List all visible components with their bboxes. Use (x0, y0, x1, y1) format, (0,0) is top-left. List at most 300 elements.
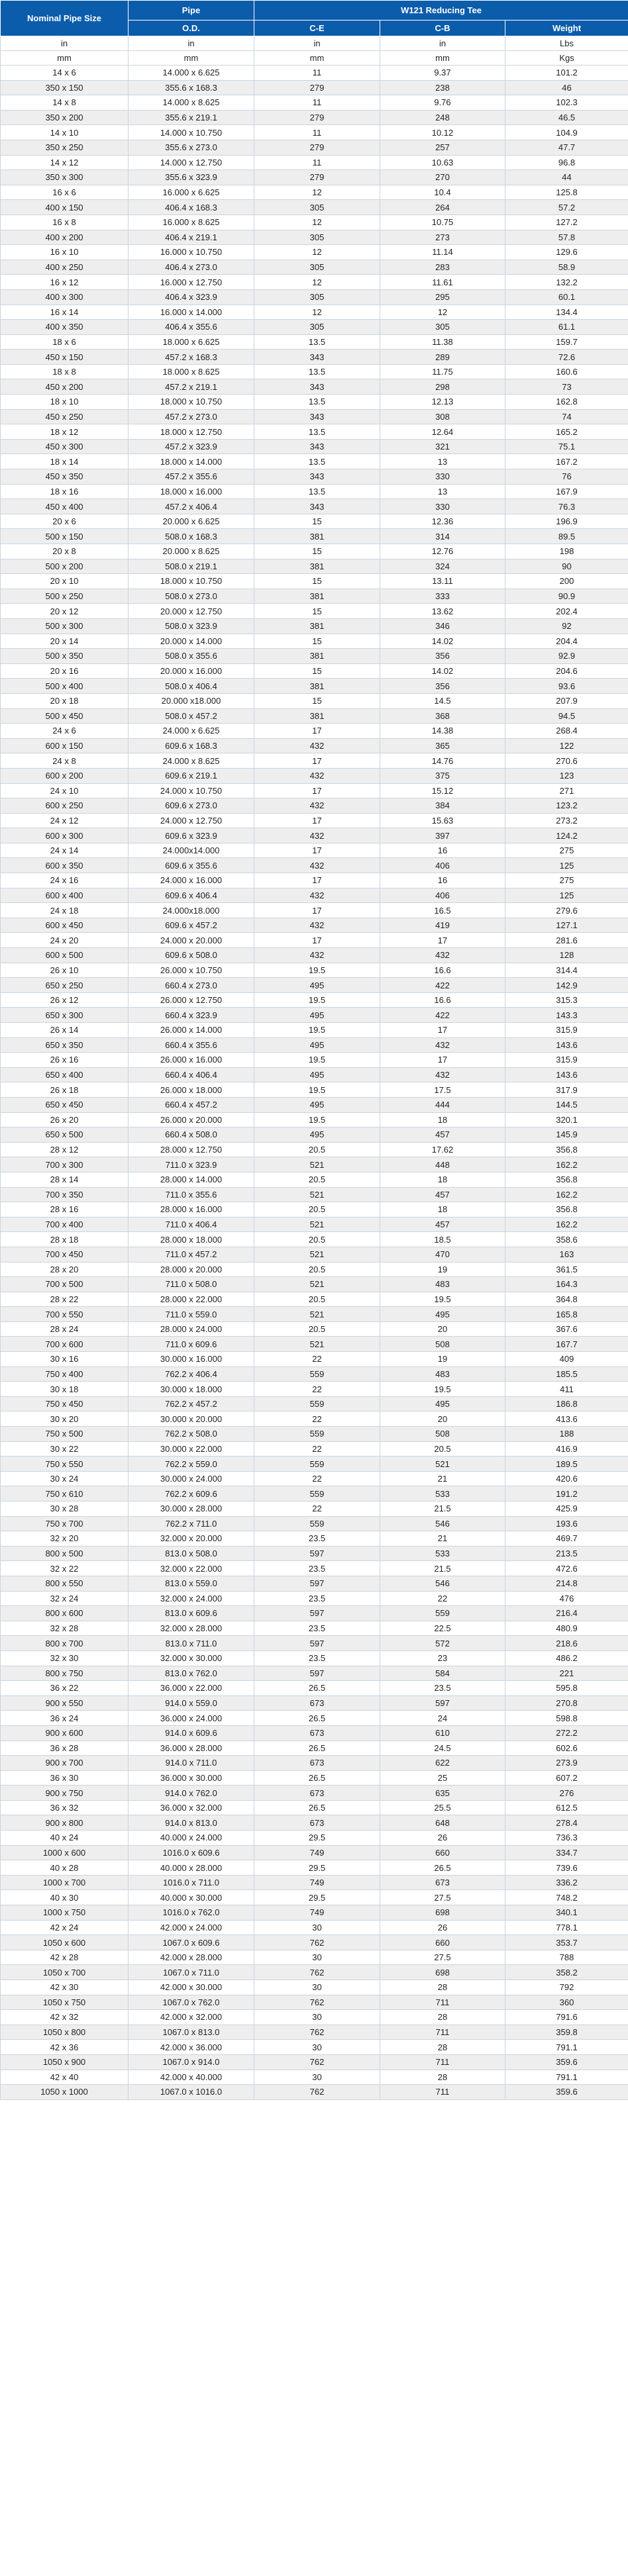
cell-nominal-size: 26 x 16 (1, 1053, 129, 1068)
cell-cb: 17 (380, 933, 505, 948)
cell-pipe-od: 406.4 x 273.0 (129, 260, 254, 275)
cell-cb: 13 (380, 484, 505, 499)
cell-weight: 320.1 (505, 1112, 628, 1127)
cell-nominal-size: 20 x 10 (1, 574, 129, 589)
cell-weight: 145.9 (505, 1127, 628, 1143)
cell-weight: 409 (505, 1352, 628, 1367)
table-row (1, 1217, 628, 1232)
table-row (1, 933, 628, 948)
cell-cb: 23.5 (380, 1681, 505, 1696)
table-row (1, 334, 628, 350)
cell-weight: 221 (505, 1666, 628, 1681)
table-row (1, 1307, 628, 1322)
cell-weight: 123 (505, 768, 628, 783)
cell-nominal-size: 40 x 30 (1, 1890, 129, 1905)
cell-ce: 673 (254, 1756, 380, 1771)
cell-nominal-size: 36 x 28 (1, 1741, 129, 1756)
cell-pipe-od: 40.000 x 24.000 (129, 1831, 254, 1846)
cell-pipe-od: 914.0 x 813.0 (129, 1815, 254, 1831)
cell-ce: 19.5 (254, 1053, 380, 1068)
cell-cb: 26 (380, 1920, 505, 1935)
cell-weight: 278.4 (505, 1815, 628, 1831)
table-row (1, 978, 628, 993)
cell-weight: 47.7 (505, 140, 628, 155)
cell-cb: 308 (380, 409, 505, 424)
cell-weight: 598.8 (505, 1711, 628, 1726)
cell-nominal-size: 14 x 12 (1, 155, 129, 170)
cell-cb: 495 (380, 1307, 505, 1322)
cell-weight: 353.7 (505, 1935, 628, 1950)
cell-nominal-size: 500 x 250 (1, 589, 129, 604)
table-row (1, 1471, 628, 1486)
cell-ce: 343 (254, 379, 380, 395)
table-row (1, 1352, 628, 1367)
cell-cb: 448 (380, 1157, 505, 1172)
cell-pipe-od: 20.000 x 12.750 (129, 604, 254, 619)
cell-cb: 397 (380, 828, 505, 843)
cell-pipe-od: 36.000 x 28.000 (129, 1741, 254, 1756)
cell-cb: 432 (380, 1037, 505, 1053)
cell-pipe-od: 14.000 x 12.750 (129, 155, 254, 170)
cell-cb: 533 (380, 1546, 505, 1561)
table-row (1, 1411, 628, 1427)
cell-cb: 470 (380, 1247, 505, 1262)
cell-ce: 279 (254, 110, 380, 125)
cell-cb: 19 (380, 1262, 505, 1277)
cell-weight: 196.9 (505, 514, 628, 529)
cell-weight: 128 (505, 948, 628, 963)
cell-weight: 270.8 (505, 1695, 628, 1711)
cell-ce: 762 (254, 1935, 380, 1950)
table-row (1, 1337, 628, 1352)
cell-cb: 273 (380, 230, 505, 245)
cell-nominal-size: 24 x 16 (1, 873, 129, 888)
cell-weight: 167.9 (505, 484, 628, 499)
cell-weight: 336.2 (505, 1875, 628, 1890)
cell-nominal-size: 14 x 8 (1, 95, 129, 111)
table-row (1, 843, 628, 858)
cell-ce: 521 (254, 1277, 380, 1292)
cell-ce: 22 (254, 1352, 380, 1367)
cell-pipe-od: 457.2 x 406.4 (129, 499, 254, 514)
table-row (1, 574, 628, 589)
cell-cb: 10.75 (380, 215, 505, 230)
cell-pipe-od: 508.0 x 323.9 (129, 618, 254, 634)
table-row (1, 1800, 628, 1815)
cell-weight: 271 (505, 783, 628, 798)
cell-nominal-size: 42 x 40 (1, 2070, 129, 2085)
cell-nominal-size: 26 x 20 (1, 1112, 129, 1127)
cell-nominal-size: 16 x 14 (1, 305, 129, 320)
cell-nominal-size: 36 x 22 (1, 1681, 129, 1696)
cell-ce: 29.5 (254, 1831, 380, 1846)
cell-nominal-size: 30 x 18 (1, 1382, 129, 1397)
cell-cb: 533 (380, 1486, 505, 1502)
cell-cb: 559 (380, 1606, 505, 1621)
cell-ce: 305 (254, 320, 380, 335)
cell-weight: 144.5 (505, 1097, 628, 1112)
cell-weight: 778.1 (505, 1920, 628, 1935)
cell-pipe-od: 660.4 x 355.6 (129, 1037, 254, 1053)
cell-ce: 19.5 (254, 1112, 380, 1127)
cell-weight: 359.6 (505, 2054, 628, 2070)
cell-ce: 13.5 (254, 484, 380, 499)
cell-ce: 15 (254, 544, 380, 559)
cell-pipe-od: 42.000 x 24.000 (129, 1920, 254, 1935)
cell-pipe-od: 40.000 x 30.000 (129, 1890, 254, 1905)
cell-nominal-size: 800 x 600 (1, 1606, 129, 1621)
cell-ce: 381 (254, 679, 380, 694)
cell-ce: 495 (254, 1008, 380, 1023)
cell-pipe-od: 457.2 x 168.3 (129, 350, 254, 365)
cell-nominal-size: 20 x 8 (1, 544, 129, 559)
table-row (1, 140, 628, 155)
table-row (1, 1831, 628, 1846)
table-row (1, 1666, 628, 1681)
cell-nominal-size: 30 x 22 (1, 1441, 129, 1456)
cell-weight: 602.6 (505, 1741, 628, 1756)
cell-weight: 143.3 (505, 1008, 628, 1023)
cell-weight: 162.2 (505, 1217, 628, 1232)
cell-pipe-od: 24.000 x 16.000 (129, 873, 254, 888)
table-row (1, 200, 628, 215)
cell-ce: 11 (254, 125, 380, 140)
cell-cb: 444 (380, 1097, 505, 1112)
header-row-main (1, 1, 628, 21)
cell-weight: 469.7 (505, 1531, 628, 1547)
cell-pipe-od: 914.0 x 711.0 (129, 1756, 254, 1771)
cell-nominal-size: 500 x 350 (1, 649, 129, 664)
cell-ce: 559 (254, 1486, 380, 1502)
cell-ce: 15 (254, 634, 380, 649)
cell-nominal-size: 42 x 28 (1, 1950, 129, 1965)
cell-weight: 367.6 (505, 1321, 628, 1337)
cell-nominal-size: 900 x 800 (1, 1815, 129, 1831)
cell-cb: 283 (380, 260, 505, 275)
cell-weight: 218.6 (505, 1636, 628, 1651)
cell-pipe-od: 20.000 x 6.625 (129, 514, 254, 529)
cell-cb: 16 (380, 843, 505, 858)
cell-weight: 46.5 (505, 110, 628, 125)
table-row (1, 544, 628, 559)
cell-weight: 57.2 (505, 200, 628, 215)
table-row (1, 858, 628, 873)
cell-cb: 298 (380, 379, 505, 395)
cell-ce: 22 (254, 1382, 380, 1397)
cell-cb: 16.6 (380, 963, 505, 978)
cell-pipe-od: 16.000 x 12.750 (129, 275, 254, 290)
cell-cb: 18 (380, 1202, 505, 1217)
cell-ce: 279 (254, 80, 380, 95)
table-row (1, 1321, 628, 1337)
cell-weight: 46 (505, 80, 628, 95)
cell-ce: 279 (254, 170, 380, 185)
data-section (1, 66, 628, 2100)
cell-cb: 330 (380, 469, 505, 485)
cell-pipe-od: 26.000 x 16.000 (129, 1053, 254, 1068)
cell-cb: 17 (380, 1053, 505, 1068)
cell-pipe-od: 28.000 x 14.000 (129, 1172, 254, 1187)
cell-ce: 22 (254, 1411, 380, 1427)
cell-nominal-size: 16 x 12 (1, 275, 129, 290)
cell-cb: 19.5 (380, 1382, 505, 1397)
cell-pipe-od: 32.000 x 28.000 (129, 1621, 254, 1636)
cell-nominal-size: 32 x 30 (1, 1650, 129, 1666)
cell-pipe-od: 24.000 x 12.750 (129, 813, 254, 828)
table-row (1, 992, 628, 1008)
cell-cb: 17.62 (380, 1142, 505, 1157)
cell-weight: 58.9 (505, 260, 628, 275)
cell-nominal-size: 32 x 28 (1, 1621, 129, 1636)
cell-weight: 420.6 (505, 1471, 628, 1486)
cell-weight: 96.8 (505, 155, 628, 170)
cell-pipe-od: mm (129, 51, 254, 66)
cell-pipe-od: 30.000 x 16.000 (129, 1352, 254, 1367)
cell-pipe-od: 813.0 x 762.0 (129, 1666, 254, 1681)
cell-ce: 673 (254, 1695, 380, 1711)
table-row (1, 1202, 628, 1217)
table-row (1, 1366, 628, 1382)
cell-weight: 129.6 (505, 245, 628, 260)
cell-cb: 13 (380, 454, 505, 469)
cell-pipe-od: 508.0 x 168.3 (129, 529, 254, 544)
table-row (1, 1546, 628, 1561)
cell-weight: 358.2 (505, 1965, 628, 1980)
cell-pipe-od: 28.000 x 12.750 (129, 1142, 254, 1157)
cell-cb: 365 (380, 738, 505, 753)
cell-ce: 381 (254, 589, 380, 604)
cell-nominal-size: 24 x 8 (1, 753, 129, 769)
cell-cb: 321 (380, 439, 505, 454)
cell-weight: 476 (505, 1591, 628, 1606)
cell-pipe-od: 42.000 x 36.000 (129, 2040, 254, 2055)
cell-ce: 20.5 (254, 1292, 380, 1307)
cell-cb: 635 (380, 1786, 505, 1801)
cell-ce: 11 (254, 95, 380, 111)
cell-pipe-od: 609.6 x 508.0 (129, 948, 254, 963)
table-row (1, 230, 628, 245)
cell-nominal-size: 24 x 12 (1, 813, 129, 828)
cell-nominal-size: 42 x 32 (1, 2010, 129, 2025)
cell-weight: 204.6 (505, 663, 628, 679)
cell-cb: in (380, 36, 505, 51)
cell-cb: 660 (380, 1935, 505, 1950)
cell-weight: 359.6 (505, 2085, 628, 2100)
table-row (1, 1621, 628, 1636)
cell-cb: 711 (380, 2085, 505, 2100)
cell-nominal-size: 450 x 200 (1, 379, 129, 395)
cell-weight: 198 (505, 544, 628, 559)
cell-nominal-size: 26 x 12 (1, 992, 129, 1008)
cell-ce: 305 (254, 260, 380, 275)
cell-ce: 11 (254, 155, 380, 170)
cell-pipe-od: 406.4 x 323.9 (129, 289, 254, 305)
cell-cb: 660 (380, 1845, 505, 1860)
cell-ce: 26.5 (254, 1800, 380, 1815)
cell-weight: 125 (505, 858, 628, 873)
table-row (1, 80, 628, 95)
table-row (1, 1232, 628, 1247)
table-row (1, 1008, 628, 1023)
cell-weight: 268.4 (505, 724, 628, 739)
cell-ce: 23.5 (254, 1591, 380, 1606)
cell-ce: 17 (254, 873, 380, 888)
table-row (1, 1920, 628, 1935)
cell-cb: 264 (380, 200, 505, 215)
cell-pipe-od: 711.0 x 406.4 (129, 1217, 254, 1232)
cell-nominal-size: 28 x 16 (1, 1202, 129, 1217)
cell-cb: 368 (380, 708, 505, 724)
cell-ce: 17 (254, 724, 380, 739)
table-row (1, 469, 628, 485)
table-row (1, 320, 628, 335)
cell-weight: 340.1 (505, 1905, 628, 1921)
cell-nominal-size: 1050 x 600 (1, 1935, 129, 1950)
cell-weight: 185.5 (505, 1366, 628, 1382)
cell-nominal-size: 1050 x 750 (1, 1995, 129, 2010)
cell-pipe-od: 18.000 x 6.625 (129, 334, 254, 350)
cell-ce: 381 (254, 649, 380, 664)
header-w121-reducing-tee: W121 Reducing Tee (254, 1, 628, 21)
cell-ce: 762 (254, 2085, 380, 2100)
cell-weight: 72.6 (505, 350, 628, 365)
cell-nominal-size: 18 x 12 (1, 424, 129, 440)
cell-cb: 15.12 (380, 783, 505, 798)
cell-nominal-size: 26 x 14 (1, 1023, 129, 1038)
cell-pipe-od: 1067.0 x 609.6 (129, 1935, 254, 1950)
cell-cb: 597 (380, 1695, 505, 1711)
cell-pipe-od: 355.6 x 323.9 (129, 170, 254, 185)
table-row (1, 1875, 628, 1890)
table-row (1, 903, 628, 918)
cell-nominal-size: 42 x 36 (1, 2040, 129, 2055)
cell-cb: 356 (380, 679, 505, 694)
cell-ce: 597 (254, 1606, 380, 1621)
table-row (1, 1650, 628, 1666)
cell-ce: 673 (254, 1815, 380, 1831)
cell-ce: 15 (254, 693, 380, 708)
table-row (1, 1965, 628, 1980)
table-row (1, 1187, 628, 1202)
table-row (1, 2054, 628, 2070)
cell-weight: 748.2 (505, 1890, 628, 1905)
cell-nominal-size: 1050 x 1000 (1, 2085, 129, 2100)
table-row (1, 1860, 628, 1876)
cell-ce: 381 (254, 618, 380, 634)
table-row (1, 559, 628, 574)
cell-nominal-size: 42 x 24 (1, 1920, 129, 1935)
cell-nominal-size: 600 x 400 (1, 888, 129, 903)
cell-pipe-od: 813.0 x 559.0 (129, 1576, 254, 1591)
cell-ce: 30 (254, 2010, 380, 2025)
table-row (1, 245, 628, 260)
cell-pipe-od: 508.0 x 406.4 (129, 679, 254, 694)
cell-cb: 711 (380, 1995, 505, 2010)
cell-pipe-od: 32.000 x 30.000 (129, 1650, 254, 1666)
cell-weight: 214.8 (505, 1576, 628, 1591)
cell-weight: 162.2 (505, 1157, 628, 1172)
table-row (1, 1067, 628, 1082)
cell-cb: 698 (380, 1965, 505, 1980)
table-row (1, 1142, 628, 1157)
cell-weight: 356.8 (505, 1172, 628, 1187)
cell-pipe-od: in (129, 36, 254, 51)
cell-pipe-od: 609.6 x 355.6 (129, 858, 254, 873)
cell-pipe-od: 660.4 x 457.2 (129, 1097, 254, 1112)
table-row (1, 963, 628, 978)
cell-ce: 19.5 (254, 992, 380, 1008)
header-weight: Weight (505, 21, 628, 36)
cell-pipe-od: 30.000 x 22.000 (129, 1441, 254, 1456)
cell-pipe-od: 711.0 x 323.9 (129, 1157, 254, 1172)
cell-pipe-od: 24.000 x 20.000 (129, 933, 254, 948)
cell-ce: 20.5 (254, 1172, 380, 1187)
cell-weight: 90.9 (505, 589, 628, 604)
cell-nominal-size: 28 x 14 (1, 1172, 129, 1187)
table-row (1, 454, 628, 469)
cell-weight: 272.2 (505, 1725, 628, 1741)
cell-pipe-od: 1067.0 x 1016.0 (129, 2085, 254, 2100)
cell-nominal-size: 400 x 150 (1, 200, 129, 215)
table-row (1, 1082, 628, 1098)
cell-weight: 75.1 (505, 439, 628, 454)
cell-cb: 711 (380, 2025, 505, 2040)
table-row (1, 1786, 628, 1801)
cell-pipe-od: 16.000 x 8.625 (129, 215, 254, 230)
cell-nominal-size: 18 x 6 (1, 334, 129, 350)
cell-weight: Kgs (505, 51, 628, 66)
cell-weight: 315.3 (505, 992, 628, 1008)
cell-pipe-od: 26.000 x 14.000 (129, 1023, 254, 1038)
cell-ce: 521 (254, 1337, 380, 1352)
table-row (1, 708, 628, 724)
cell-nominal-size: 20 x 6 (1, 514, 129, 529)
cell-nominal-size: 900 x 550 (1, 1695, 129, 1711)
cell-pipe-od: 711.0 x 609.6 (129, 1337, 254, 1352)
cell-pipe-od: 18.000 x 14.000 (129, 454, 254, 469)
table-row (1, 125, 628, 140)
table-row (1, 395, 628, 410)
cell-cb: 14.5 (380, 693, 505, 708)
cell-weight: 204.4 (505, 634, 628, 649)
table-row (1, 1502, 628, 1517)
cell-ce: 381 (254, 529, 380, 544)
cell-ce: in (254, 36, 380, 51)
cell-ce: 673 (254, 1725, 380, 1741)
cell-nominal-size: 600 x 150 (1, 738, 129, 753)
cell-ce: 22 (254, 1502, 380, 1517)
cell-nominal-size: 350 x 150 (1, 80, 129, 95)
cell-nominal-size: 350 x 250 (1, 140, 129, 155)
cell-nominal-size: 700 x 450 (1, 1247, 129, 1262)
cell-pipe-od: 28.000 x 16.000 (129, 1202, 254, 1217)
cell-nominal-size: 650 x 250 (1, 978, 129, 993)
cell-nominal-size: 600 x 300 (1, 828, 129, 843)
cell-pipe-od: 660.4 x 406.4 (129, 1067, 254, 1082)
cell-ce: 495 (254, 1097, 380, 1112)
cell-weight: 92 (505, 618, 628, 634)
cell-weight: 361.5 (505, 1262, 628, 1277)
table-row (1, 1382, 628, 1397)
cell-pipe-od: 914.0 x 559.0 (129, 1695, 254, 1711)
cell-weight: 167.2 (505, 454, 628, 469)
cell-ce: 20.5 (254, 1321, 380, 1337)
cell-cb: 238 (380, 80, 505, 95)
cell-cb: 457 (380, 1217, 505, 1232)
cell-nominal-size: 900 x 600 (1, 1725, 129, 1741)
cell-nominal-size: 800 x 700 (1, 1636, 129, 1651)
cell-cb: 19.5 (380, 1292, 505, 1307)
